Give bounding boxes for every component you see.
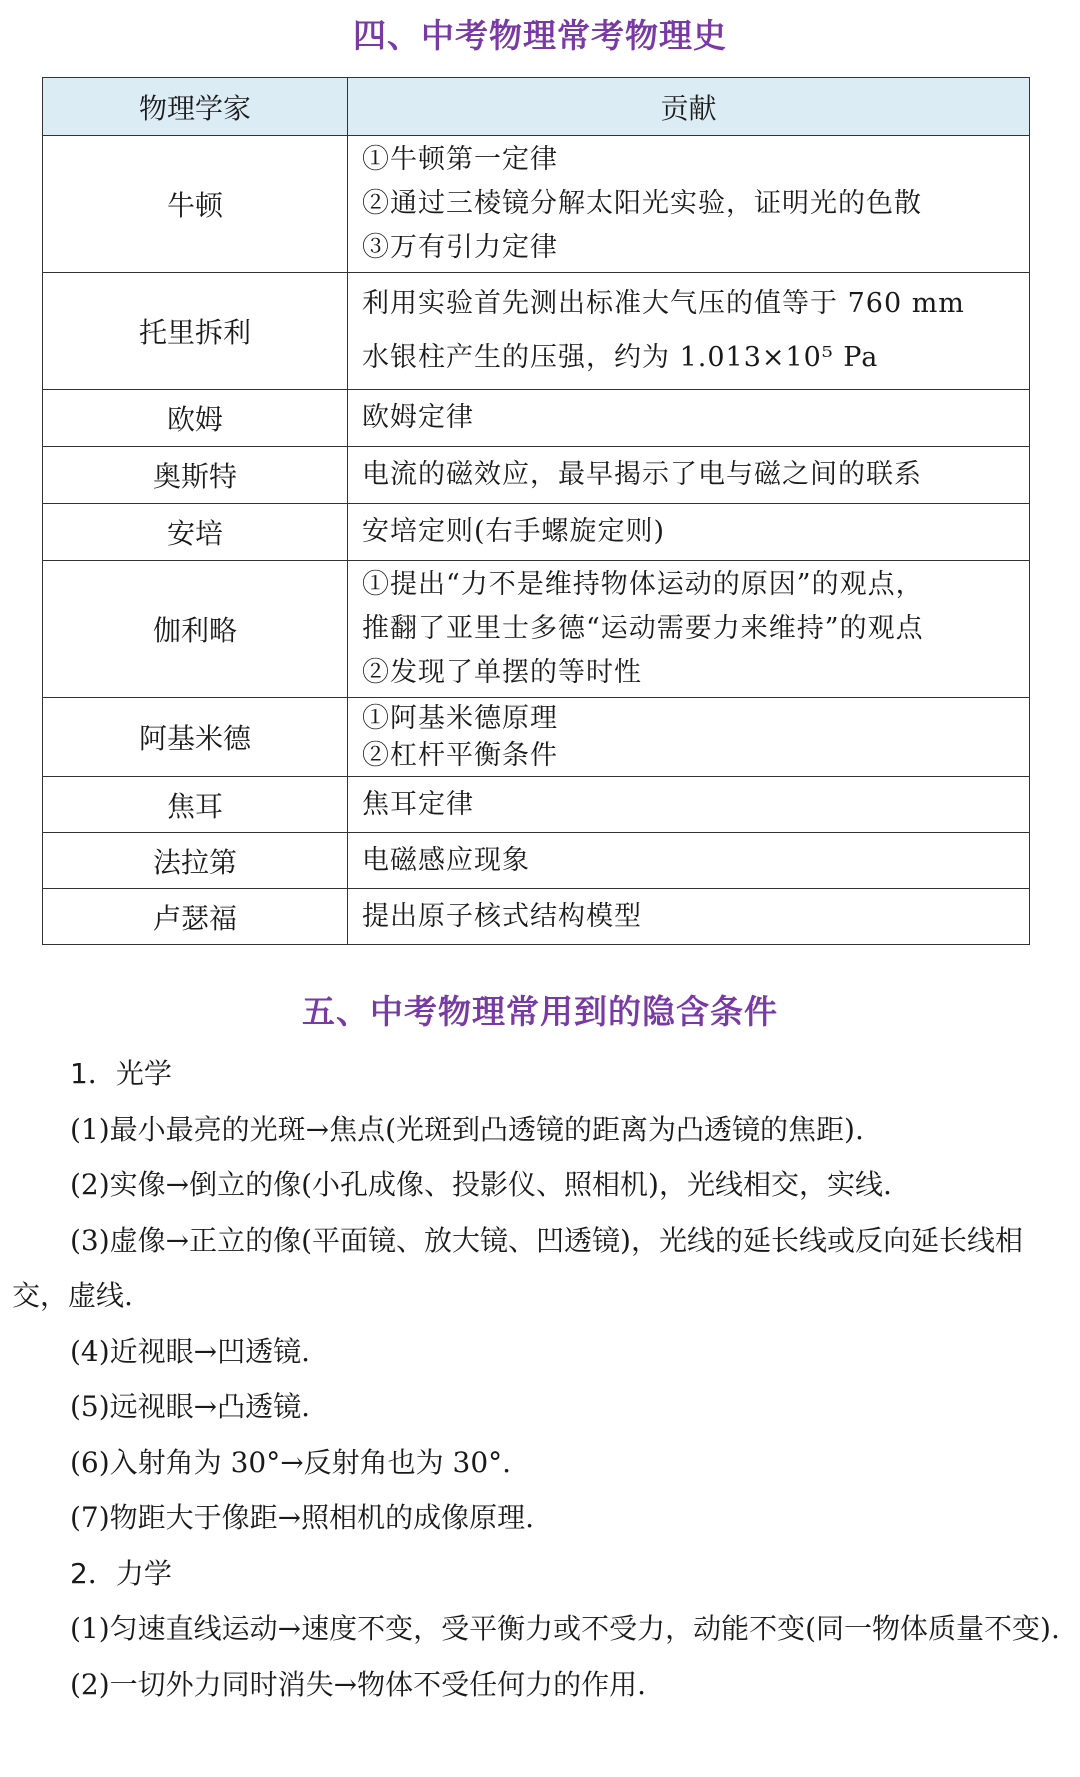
physicist-name: 欧姆	[43, 390, 348, 447]
contribution-line: ②杠杆平衡条件	[362, 740, 558, 771]
contribution-cell	[348, 504, 1030, 561]
list-item: (1)匀速直线运动→速度不变，受平衡力或不受力，动能不变(同一物体质量不变).	[70, 1612, 1060, 1645]
header-contribution: 贡献	[348, 78, 1030, 136]
physicist-name: 焦耳	[43, 777, 348, 833]
physicist-name: 法拉第	[43, 833, 348, 889]
contribution-cell	[348, 273, 1030, 390]
list-item: (3)虚像→正立的像(平面镜、放大镜、凹透镜)，光线的延长线或反向延长线相交，虚线.	[12, 1223, 1023, 1312]
table-header-row	[43, 78, 1030, 136]
table-row	[43, 390, 1030, 447]
table-row	[43, 273, 1030, 390]
table-row	[43, 777, 1030, 833]
table-row	[43, 889, 1030, 945]
subheading-optics: 1．光学	[70, 1057, 172, 1090]
physicist-name: 卢瑟福	[43, 889, 348, 945]
contribution-cell	[348, 833, 1030, 889]
contribution-cell	[348, 698, 1030, 777]
physicist-name: 奥斯特	[43, 447, 348, 504]
contribution-line: 电磁感应现象	[362, 844, 530, 876]
contribution-line: 欧姆定律	[362, 402, 474, 433]
contribution-line: 利用实验首先测出标准大气压的值等于 760 mm	[362, 288, 965, 319]
contribution-cell	[348, 561, 1030, 698]
list-item: (4)近视眼→凹透镜.	[70, 1334, 311, 1368]
physicist-name: 伽利略	[43, 561, 348, 698]
header-physicist: 物理学家	[43, 78, 348, 136]
contribution-line: ②发现了单摆的等时性	[362, 657, 642, 688]
section-title-implicit-conditions: 五、中考物理常用到的隐含条件	[302, 992, 778, 1031]
physicist-name: 阿基米德	[43, 698, 348, 777]
physicist-name: 安培	[43, 504, 348, 561]
table-row	[43, 447, 1030, 504]
contribution-line: 推翻了亚里士多德“运动需要力来维持”的观点	[362, 613, 924, 644]
list-item: (7)物距大于像距→照相机的成像原理.	[70, 1501, 535, 1534]
contribution-line: 提出原子核式结构模型	[362, 900, 642, 932]
contribution-cell	[348, 136, 1030, 273]
contribution-line: ①牛顿第一定律	[362, 144, 558, 175]
list-item: (1)最小最亮的光斑→焦点(光斑到凸透镜的距离为凸透镜的焦距).	[70, 1112, 864, 1146]
contribution-line: ③万有引力定律	[362, 232, 558, 263]
section-title-physics-history: 四、中考物理常考物理史	[353, 16, 727, 55]
contribution-line: 焦耳定律	[362, 788, 474, 820]
contribution-cell	[348, 777, 1030, 833]
subheading-mechanics: 2．力学	[70, 1556, 172, 1590]
table-row	[43, 698, 1030, 777]
contribution-cell	[348, 889, 1030, 945]
contribution-line: ②通过三棱镜分解太阳光实验，证明光的色散	[362, 188, 922, 219]
contribution-line: ①阿基米德原理	[362, 703, 558, 734]
table-row	[43, 833, 1030, 889]
contribution-line: 电流的磁效应，最早揭示了电与磁之间的联系	[362, 459, 922, 490]
contribution-line: 安培定则(右手螺旋定则)	[362, 516, 666, 547]
list-item: (5)远视眼→凸透镜.	[70, 1390, 311, 1423]
contribution-cell	[348, 390, 1030, 447]
physicist-name: 托里拆利	[43, 273, 348, 390]
list-item: (2)一切外力同时消失→物体不受任何力的作用.	[70, 1667, 647, 1701]
table-row	[43, 561, 1030, 698]
physicist-name: 牛顿	[43, 136, 348, 273]
contribution-line: ①提出“力不是维持物体运动的原因”的观点，	[362, 569, 924, 600]
contribution-line: 水银柱产生的压强，约为 1.013×10⁵ Pa	[362, 342, 879, 373]
table-row	[43, 136, 1030, 273]
physics-history-table	[42, 77, 1030, 945]
list-item: (2)实像→倒立的像(小孔成像、投影仪、照相机)，光线相交，实线.	[70, 1168, 892, 1201]
contribution-cell	[348, 447, 1030, 504]
table-row	[43, 504, 1030, 561]
list-item: (6)入射角为 30°→反射角也为 30°.	[70, 1445, 512, 1479]
implicit-conditions-body	[12, 1046, 1068, 1712]
